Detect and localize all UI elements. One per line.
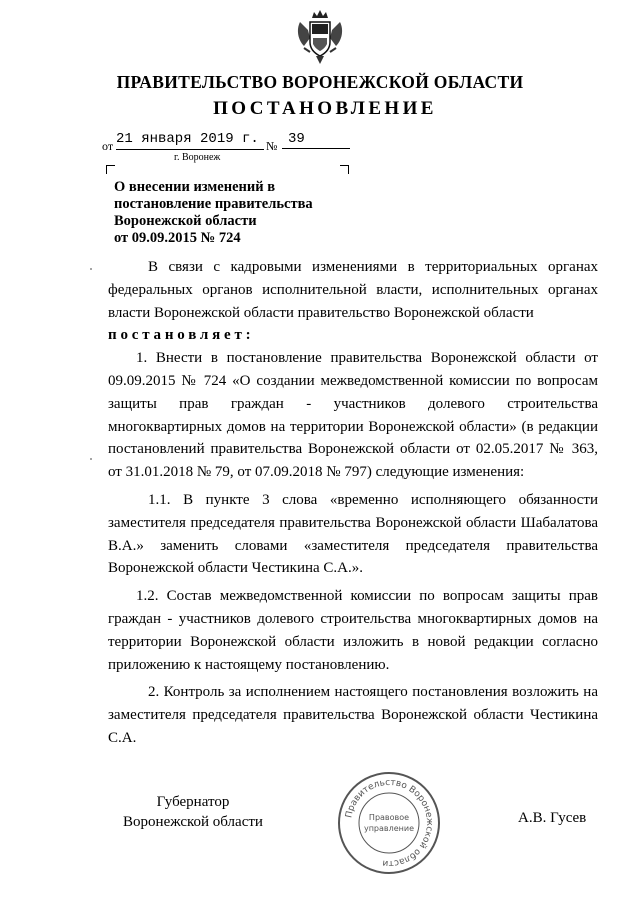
organization-title: ПРАВИТЕЛЬСТВО ВОРОНЕЖСКОЙ ОБЛАСТИ [116,72,524,92]
subject-line: от 09.09.2015 № 724 [114,230,241,246]
document-subject [114,179,354,247]
subject-line: О внесении изменений в [114,179,276,195]
position-line: Воронежской области [123,814,263,830]
document-date: 21 января 2019 г. [116,131,264,150]
document-number: 39 [282,131,350,149]
from-label: от [102,139,114,153]
stamp-center-line: управление [363,824,415,833]
stamp-center-line: Правовое [368,813,410,822]
margin-speck [90,268,92,270]
stamp-ring-text: Правительство Воронежской области [344,777,435,869]
margin-speck [90,458,92,460]
coat-of-arms-icon [294,8,346,66]
document-body [108,256,598,750]
paragraph-1-1: 1.1. В пункте 3 слова «временно исполняющего обязанности заместителя председателя правительства Воронежской области Шабалатова В.А.» заменить словами «заместителя председателя правительства Воронежской области Честикина С.А.». [108,491,598,577]
city: г. Воронеж [174,152,221,163]
resolves-word: постановляет: [108,327,255,344]
paragraph-1-2: 1.2. Состав межведомственной комиссии по вопросам защиты прав граждан - участников долевого строительства многоквартирных домов на территории Воронежской области изложить в новой редакции согласно приложению к настоящему постановлению. [108,588,598,673]
legal-department-stamp [336,770,442,876]
subject-line: постановление правительства [114,196,313,212]
intro-paragraph: В связи с кадровыми изменениями в территориальных органах федеральных органов исполнительной власти, исполнительных органах власти Воронежской области правительство Воронежской области [108,259,598,321]
document-type: ПОСТАНОВЛЕНИЕ [213,98,437,119]
subject-bracket-left [106,165,115,174]
number-label: № [266,139,278,153]
signatory-name: А.В. Гусев [518,810,587,826]
paragraph-2: 2. Контроль за исполнением настоящего постановления возложить на заместителя председателя правительства Воронежской области Честикина С.А. [108,684,598,746]
subject-line: Воронежской области [114,213,257,229]
position-line: Губернатор [156,794,230,810]
signatory-position [108,792,278,832]
svg-text:Правительство Воронежской обла [344,778,434,868]
paragraph-1: 1. Внести в постановление правительства Воронежской области от 09.09.2015 № 724 «О создании межведомственной комиссии по вопросам защиты прав граждан - участников долевого строительства многоквартирных домов на территории Воронежской области» (в редакции постановлений правительства Воронежской области от 02.05.2017 № 363, от 31.01.2018 № 79, от 07.09.2018 № 797) следующие изменения: [108,350,598,481]
subject-bracket-right [340,165,349,174]
